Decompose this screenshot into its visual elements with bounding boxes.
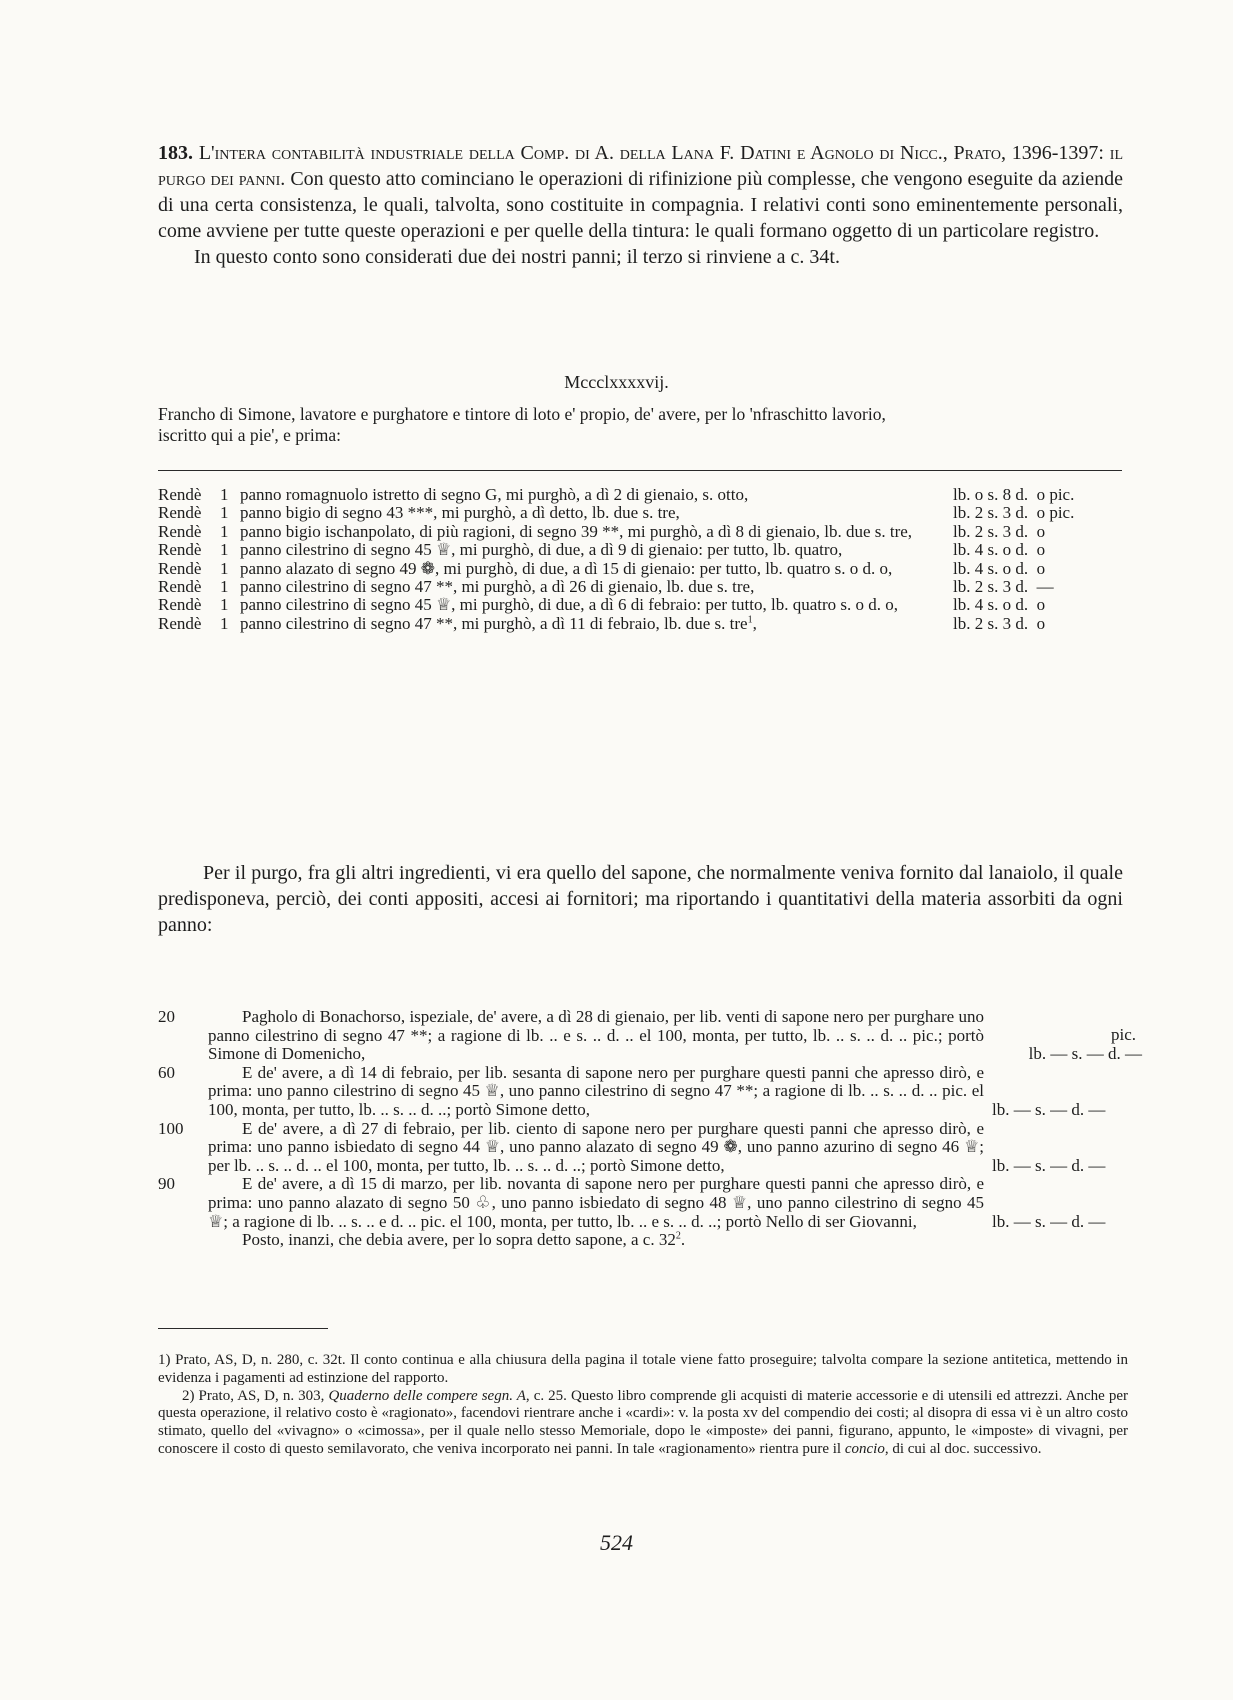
footnote-1-text: Prato, AS, D, n. 280, c. 32t. Il conto continua e alla chiusura della pagina il totale viene fatto proseguire; talvolta compare la sezione antitetica, mettendo in evidenza i pagamenti ad estinzione del rapporto. (158, 1352, 1128, 1386)
soap-entries (158, 1007, 1142, 1250)
footnote-2-text-b: , c. 25. Questo libro comprende gli acquisti di materie accessorie e di utensili ed attrezzi. Anche per questa operazione, il relativo costo è «ragionato», facendovi rientrare anche i «cardi»: v. la posta xv del compendio dei costi; al disopra di essa vi è un altro costo stimato, quello del «vivagno» o «cimossa», per il quale nello stesso Memoriale, dopo le «imposte» dei panni, figurano, appunto, le «imposte» di vivagni, per conoscere il costo di questo semilavorato, che veniva incorporato nei panni. In tale «ragionamento» rientra pure il (158, 1387, 1129, 1457)
entry-amount: lb. o s. 8 d. o pic. (953, 485, 1075, 504)
entry-amount: lb. 2 s. 3 d. — (953, 577, 1054, 597)
entry-quantity: 1 (220, 540, 229, 560)
page-number: 524 (600, 1530, 633, 1555)
margin-quantity: 20 (158, 1007, 175, 1026)
entry-quantity: 1 (220, 613, 229, 633)
entry-amount: lb. 4 s. o d. o (953, 558, 1046, 578)
separator-rule (158, 470, 1122, 471)
footnote-2-text-a: Prato, AS, D, n. 303, (194, 1387, 329, 1404)
soap-entry-amount: lb. — s. — d. — (992, 1155, 1106, 1175)
soap-entry (158, 1064, 1128, 1120)
footnote-2-mark: 2) (182, 1387, 195, 1404)
entry-quantity: 1 (220, 485, 229, 504)
footnote-2-text-c: , di cui al doc. successivo. (884, 1440, 1042, 1457)
soap-entry-text: Posto, inanzi, che debia avere, per lo sopra detto sapone, a c. $32^2$. (242, 1230, 686, 1250)
entry-description: panno cilestrino di segno 45 ♕, mi purghò, di due, a dì 6 di febraio: per tutto, lb. quatro s. o d. o, (240, 595, 898, 615)
account-entry (158, 596, 1128, 614)
entry-amount: lb. 2 s. 3 d. o (953, 521, 1046, 541)
account-entry (158, 578, 1128, 596)
footnote-2 (158, 1388, 1128, 1459)
footnotes (158, 1352, 1128, 1459)
entry-amount: lb. 2 s. 3 d. o pic. (953, 503, 1075, 523)
account-entries (158, 486, 1128, 633)
footnote-1-mark: 1) (158, 1352, 171, 1368)
footnote-2-title: Quaderno delle compere segn. A (328, 1387, 526, 1404)
margin-quantity (158, 1231, 208, 1250)
heading-body: Con questo atto cominciano le operazioni di rifinizione più complesse, che vengono eseguite da aziende di una certa consistenza, le quali, talvolta, sono costituite in compagnia. I relativi conti sono eminentemente personali, come avviene per tutte queste operazioni e per quelle della tintura: le quali formano oggetto di un particolare registro. (158, 168, 1124, 242)
soap-entry (158, 1175, 1128, 1231)
footnote-2-term: concio (844, 1440, 885, 1457)
soap-entry-amount: lb. — s. — d. — (992, 1099, 1106, 1119)
entry-quantity: 1 (220, 521, 229, 541)
account-entry (158, 560, 1128, 578)
heading-body-2: In questo conto sono considerati due dei nostri panni; il terzo si rinviene a c. 34t. (194, 246, 840, 268)
entry-quantity: 1 (220, 595, 229, 615)
soap-entry-text: Pagholo di Bonachorso, ispeziale, de' avere, a dì 28 di gienaio, per lib. venti di sapone nero per purghare uno panno cilestrino di segno 47 **; a ragione di lb. .. e s. .. d. .. el 100, monta, per tutto, lb. .. s. .. d. .. pic.; portò Simone di Domenicho, (208, 1007, 984, 1064)
soap-entry (158, 1231, 1128, 1250)
entry-description: panno alazato di segno 49 ❁, mi purghò, di due, a dì 15 di gienaio: per tutto, lb. quatro s. o d. o, (240, 558, 893, 578)
account-intro (158, 404, 938, 446)
entry-label: Rendè (158, 613, 202, 633)
entry-description: panno cilestrino di segno 45 ♕, mi purghò, di due, a dì 9 di gienaio: per tutto, lb. quatro, (240, 540, 843, 560)
account-intro-text: Francho di Simone, lavatore e purghatore e tintore di loto e' propio, de' avere, per lo 'nfraschitto lavorio, iscritto qui a pie', e prima: (158, 404, 886, 445)
soap-paragraph (158, 860, 1123, 938)
soap-entry-text: E de' avere, a dì 15 di marzo, per lib. novanta di sapone nero per purghare questi panni che apresso dirò, e prima: uno panno alazato di segno 50 ♧, uno panno isbiedato di segno 48 ♕, uno panno cilestrino di segno 45 ♕; a ragione di lb. .. s. .. e d. .. pic. el 100, monta, per tutto, lb. .. e s. .. d. ..; portò Nello di ser Giovanni, (208, 1174, 984, 1231)
margin-quantity: 100 (158, 1118, 184, 1138)
account-entry (158, 615, 1128, 633)
entry-quantity: 1 (220, 503, 229, 523)
soap-entry-amount: pic. lb. — s. — d. — (1028, 1025, 1142, 1064)
entry-quantity: 1 (220, 577, 229, 597)
entry-label: Rendè (158, 503, 202, 523)
margin-quantity: 90 (158, 1174, 175, 1194)
entry-label: Rendè (158, 577, 202, 597)
document-title: L'intera contabilità industriale della Comp. di A. della Lana F. Datini e Agnolo di Nicc., Prato, 1396-1397: il purgo dei panni. (158, 142, 1124, 190)
entry-label: Rendè (158, 540, 202, 560)
entry-amount: lb. 4 s. o d. o (953, 595, 1046, 615)
soap-entry-text: E de' avere, a dì 27 di febraio, per lib. ciento di sapone nero per purghare questi panni che apresso dirò, e prima: uno panno isbiedato di segno 44 ♕, uno panno alazato di segno 49 ❁, uno panno azurino di segno 46 ♕; per lb. .. s. .. d. .. el 100, monta, per tutto, lb. .. s. .. d. ..; portò Simone detto, (208, 1118, 984, 1175)
entry-label: Rendè (158, 558, 202, 578)
soap-entry (158, 1007, 1142, 1064)
footnote-1 (158, 1352, 1128, 1388)
entry-label: Rendè (158, 521, 202, 541)
soap-entry-amount: lb. — s. — d. — (992, 1211, 1106, 1231)
entry-description: panno bigio di segno 43 ***, mi purghò, a dì detto, lb. due s. tre, (240, 503, 680, 523)
account-entry (158, 504, 1128, 522)
entry-quantity: 1 (220, 558, 229, 578)
footnote-ref: 2 (675, 1230, 681, 1242)
entry-label: Rendè (158, 595, 202, 615)
entry-description: panno romagnuolo istretto di segno G, mi purghò, a dì 2 di gienaio, s. otto, (240, 485, 749, 504)
account-entry (158, 523, 1128, 541)
soap-paragraph-text: Per il purgo, fra gli altri ingredienti, vi era quello del sapone, che normalmente veniva fornito dal lanaiolo, il quale predisponeva, perciò, dei conti appositi, accesi ai fornitori; ma riportando i quantitativi della materia assorbiti da ogni panno: (158, 862, 1123, 936)
entry-description: panno bigio ischanpolato, di più ragioni, di segno 39 **, mi purghò, a dì 8 di gienaio, lb. due s. tre, (240, 521, 913, 541)
soap-entry-text: E de' avere, a dì 14 di febraio, per lib. sesanta di sapone nero per purghare questi panni che apresso dirò, e prima: uno panno cilestrino di segno 45 ♕, uno panno cilestrino di segno 47 **; a ragione di lb. .. s. .. d. .. pic. el 100, monta, per tutto, lb. .. s. .. d. ..; portò Simone detto, (208, 1062, 984, 1119)
entry-description: panno cilestrino di segno 47 **, mi purghò, a dì 11 di febraio, lb. due s. tre$^1$, (240, 613, 757, 633)
footnote-rule (158, 1328, 328, 1329)
entry-description: panno cilestrino di segno 47 **, mi purghò, a dì 26 di gienaio, lb. due s. tre, (240, 577, 755, 597)
footnote-ref: 1 (747, 614, 753, 626)
year-heading: Mccclxxxxvij. (564, 372, 669, 392)
account-entry (158, 541, 1128, 559)
document-number: 183. (158, 142, 193, 164)
account-entry (158, 486, 1128, 504)
entry-amount: lb. 4 s. o d. o (953, 540, 1046, 560)
entry-amount: lb. 2 s. 3 d. o (953, 613, 1046, 633)
soap-entry (158, 1120, 1128, 1176)
soap-entry-amount (984, 1231, 1142, 1250)
document-heading (158, 140, 1123, 270)
entry-label: Rendè (158, 485, 202, 504)
margin-quantity: 60 (158, 1062, 175, 1082)
